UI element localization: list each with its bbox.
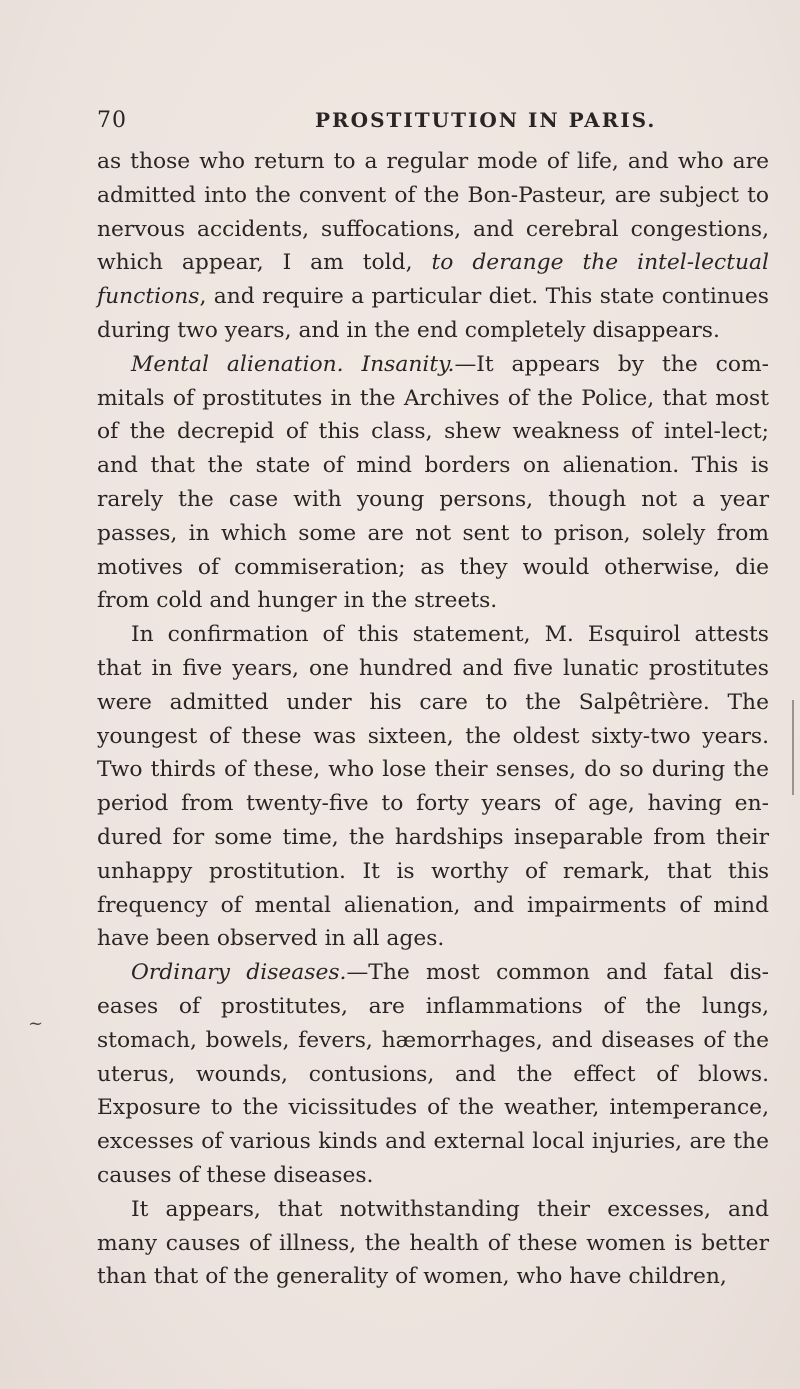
section-heading-mental-alienation: Mental alienation. Insanity. [131, 351, 455, 377]
margin-edge-line [792, 700, 794, 795]
section-heading-ordinary-diseases: Ordinary diseases. [131, 960, 347, 986]
paragraph-2-text: —It appears by the com-mitals of prostitutes in the Archives of the Police, that most of the decrepid of this class, shew weakness of intel-lect; and that the state of mind borders on alienation. This is rarely the case with young persons, though not a year passes, in which some are not sent to prison, solely from motives of commiseration; as they would otherwise, die from cold and hunger in the streets. [97, 351, 769, 614]
paragraph-ordinary-diseases [97, 956, 769, 1193]
running-title: PROSTITUTION IN PARIS. [315, 108, 657, 132]
paragraph-esquirol [97, 618, 769, 956]
paragraph-1-italic-phrase: to derange the intel-lectual functions [97, 250, 769, 310]
margin-tilde-mark: ~ [28, 1013, 44, 1034]
paragraph-1-text: as those who return to a regular mode of life, and who are admitted into the convent of the Bon-Pasteur, are subject to nervous accidents, suffocations, and cerebral congestions, which appear, I am told, [97, 149, 769, 276]
page-number: 70 [97, 108, 127, 133]
paragraph-5-text: It appears, that notwithstanding their excesses, and many causes of illness, the health of these women is better than that of the generality of women, who have children, [97, 1196, 769, 1290]
page-header [97, 108, 777, 140]
paragraph-3-text: In confirmation of this statement, M. Esquirol attests that in five years, one hundred and five lunatic prostitutes were admitted under his care to the Salpêtrière. The youngest of these was sixteen, the oldest sixty-two years. Two thirds of these, who lose their senses, do so during the period from twenty-five to forty years of age, having en-dured for some time, the hardships inseparable from their unhappy prostitution. It is worthy of remark, that this frequency of mental alienation, and impairments of mind have been observed in all ages. [97, 622, 769, 952]
body-text [97, 145, 769, 1294]
paragraph-4-text: —The most common and fatal dis-eases of prostitutes, are inflammations of the lungs, stomach, bowels, fevers, hæmorrhages, and diseases of the uterus, wounds, contusions, and the effect of blows. Exposure to the vicissitudes of the weather, intemperance, excesses of various kinds and external local injuries, are the causes of these diseases. [97, 960, 769, 1188]
paragraph-health [97, 1193, 769, 1294]
paragraph-1-text-end: , and require a particular diet. This state continues during two years, and in the end completely disappears. [97, 284, 769, 343]
paragraph-mental-alienation [97, 348, 769, 618]
paragraph-1 [97, 145, 769, 348]
